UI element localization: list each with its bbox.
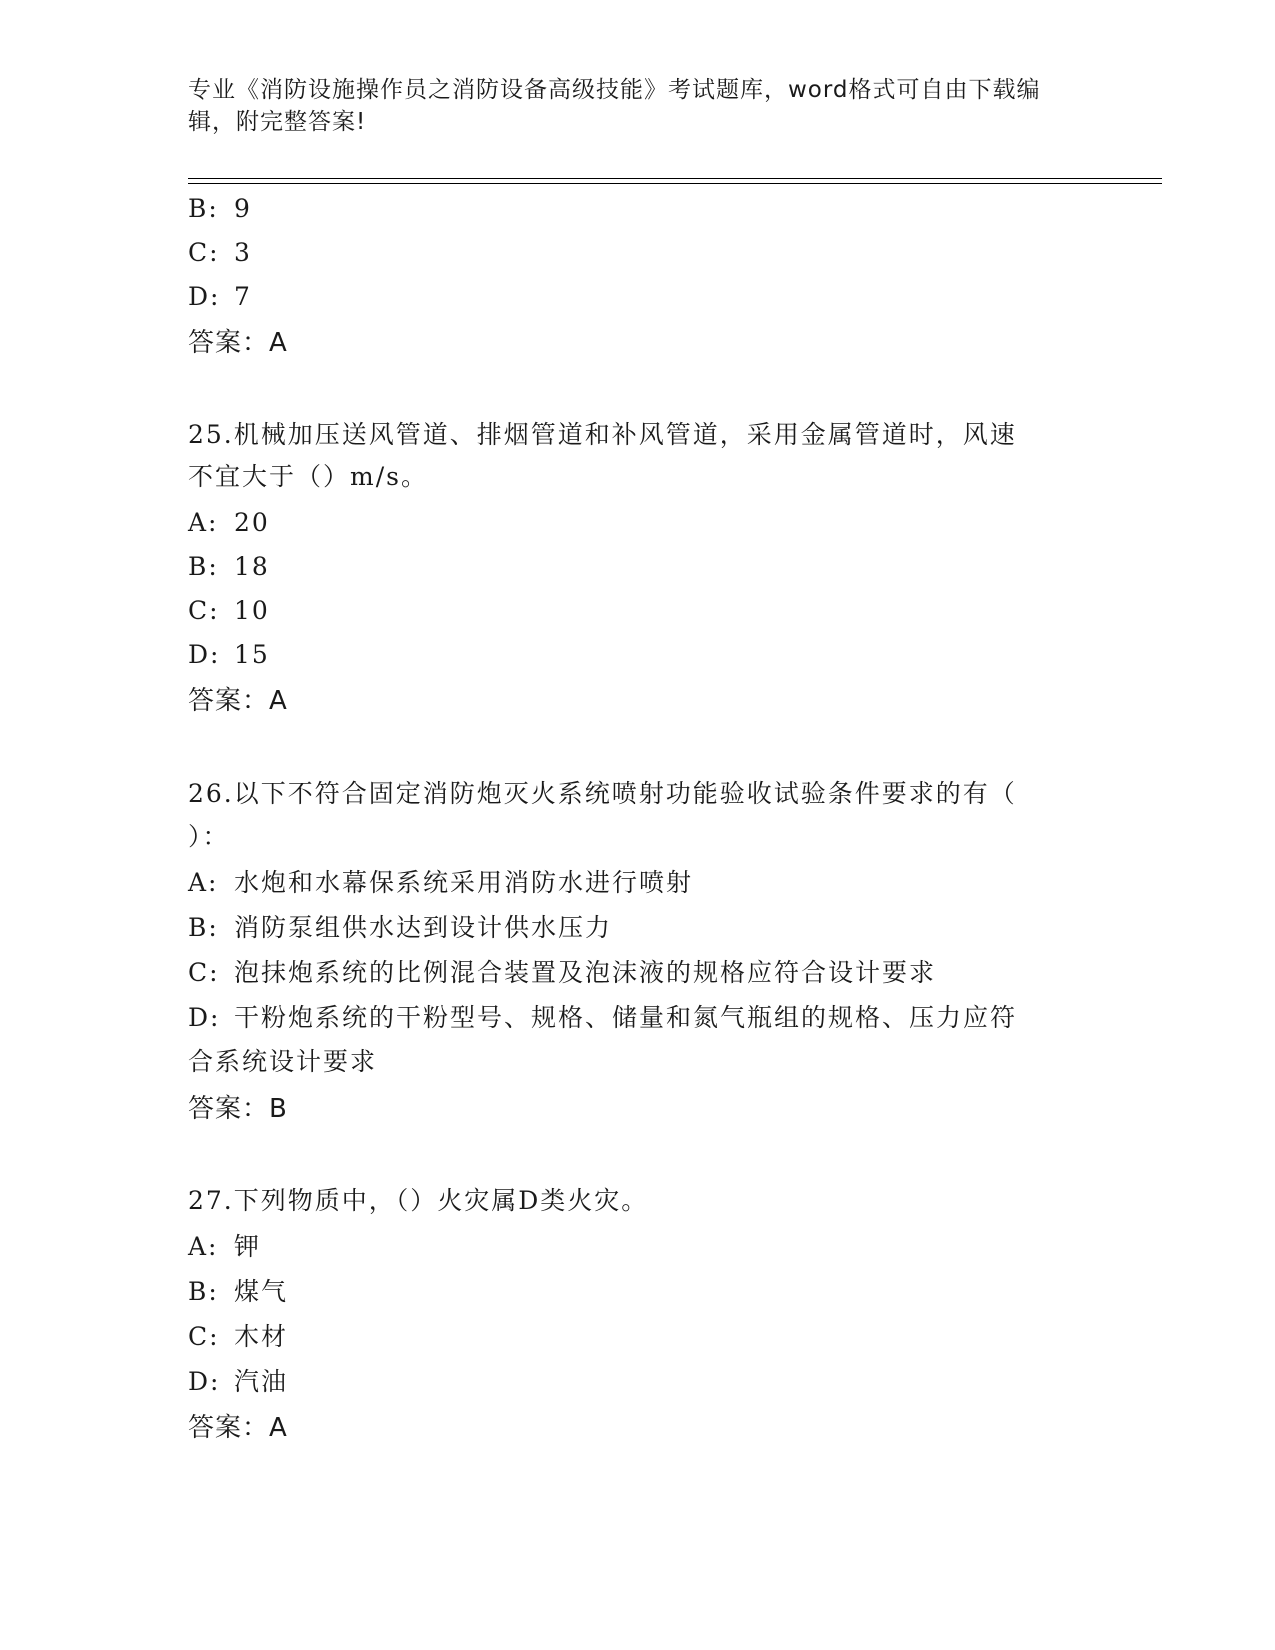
header-line-2: 辑，附完整答案! — [188, 109, 367, 135]
question-25-text-cont: 不宜大于（）m/s。 — [188, 462, 428, 491]
option-c: C: 泡抹炮系统的比例混合装置及泡沫液的规格应符合设计要求 — [188, 958, 937, 987]
option-b: B: 煤气 — [188, 1277, 289, 1306]
answer: 答案：A — [188, 1413, 288, 1443]
question-26-text: 26.以下不符合固定消防炮灭火系统喷射功能验收试验条件要求的有（ — [188, 779, 1017, 808]
option-c: C: 3 — [188, 238, 252, 267]
option-c: C: 木材 — [188, 1322, 289, 1351]
option-d: D: 7 — [188, 282, 252, 311]
question-25-text: 25.机械加压送风管道、排烟管道和补风管道，采用金属管道时，风速 — [188, 420, 1017, 449]
option-d-cont: 合系统设计要求 — [188, 1047, 378, 1076]
option-b: B: 消防泵组供水达到设计供水压力 — [188, 913, 613, 942]
question-26-text-cont: ）： — [188, 822, 230, 851]
option-d: D: 15 — [188, 640, 270, 669]
question-27-text: 27.下列物质中，（）火灾属D类火灾。 — [188, 1186, 649, 1215]
option-d: D: 汽油 — [188, 1367, 289, 1396]
answer: 答案：A — [188, 328, 288, 358]
answer: 答案：B — [188, 1094, 288, 1124]
option-b: B: 18 — [188, 552, 270, 581]
header-divider-bottom — [188, 183, 1162, 184]
option-c: C: 10 — [188, 596, 270, 625]
option-a: A: 20 — [188, 508, 270, 537]
answer: 答案：A — [188, 686, 288, 716]
option-a: A: 钾 — [188, 1232, 262, 1261]
option-d: D: 干粉炮系统的干粉型号、规格、储量和氮气瓶组的规格、压力应符 — [188, 1003, 1018, 1032]
header-divider-top — [188, 178, 1162, 179]
header-line-1: 专业《消防设施操作员之消防设备高级技能》考试题库，word格式可自由下载编 — [188, 77, 1041, 103]
option-b: B: 9 — [188, 194, 252, 223]
option-a: A: 水炮和水幕保系统采用消防水进行喷射 — [188, 868, 694, 897]
page-header — [188, 74, 1088, 138]
